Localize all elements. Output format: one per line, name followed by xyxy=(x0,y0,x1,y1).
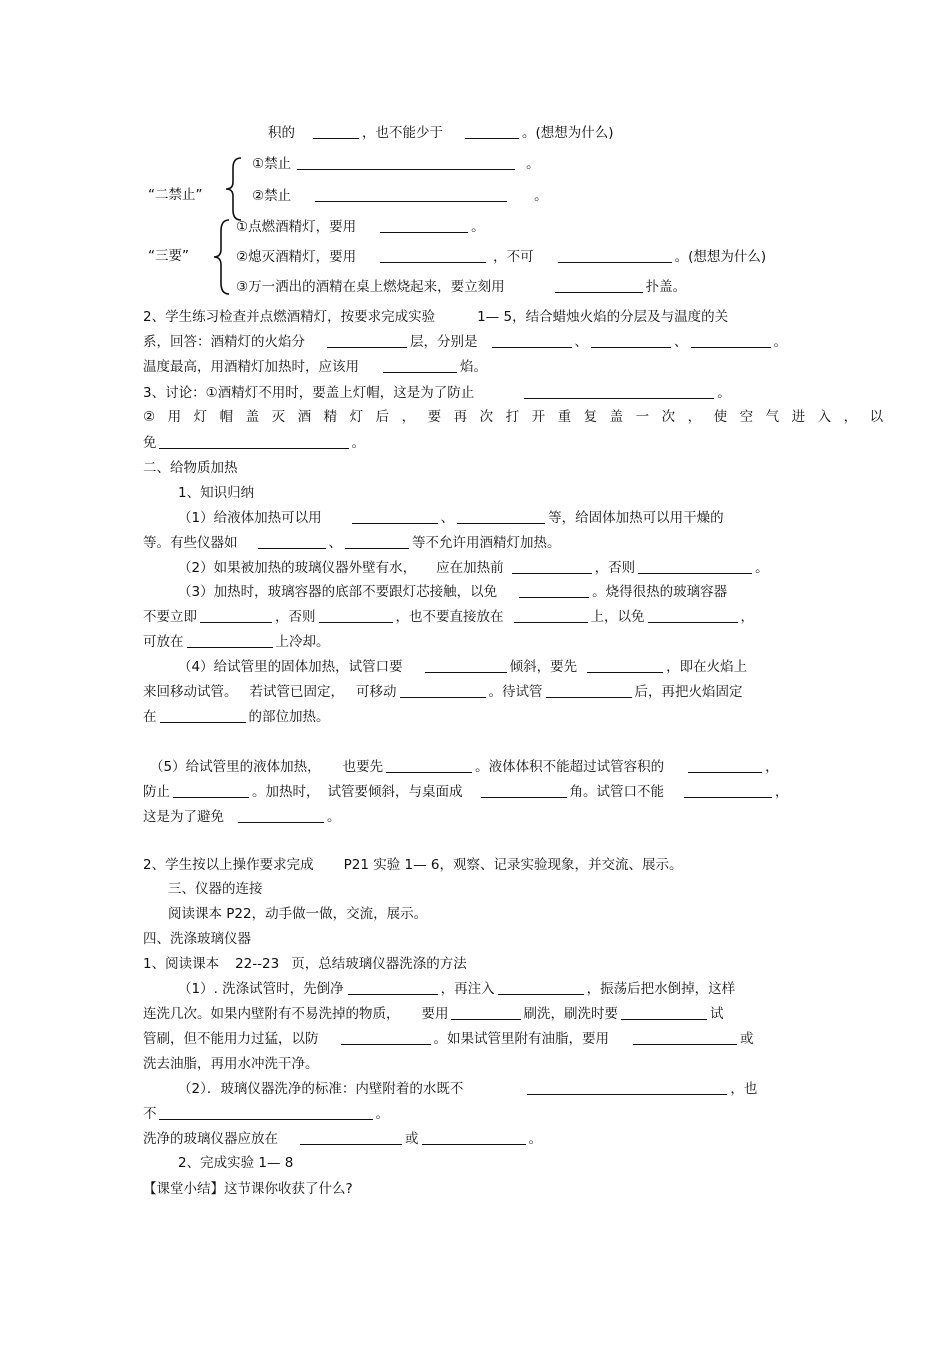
w1-line-4: 洗去油脂，再用水冲洗干净。 xyxy=(143,1056,319,1072)
text: 。 xyxy=(351,435,365,451)
blank[interactable] xyxy=(300,1130,402,1145)
text: ， xyxy=(740,609,754,625)
text: 上，以免 xyxy=(590,609,645,625)
blank[interactable] xyxy=(313,124,359,139)
blank[interactable] xyxy=(546,683,632,698)
blank[interactable] xyxy=(587,658,663,673)
text: 、 xyxy=(674,334,688,350)
blank[interactable] xyxy=(519,583,589,598)
blank[interactable] xyxy=(345,534,409,549)
blank[interactable] xyxy=(527,1080,727,1095)
blank[interactable] xyxy=(386,758,472,773)
connection-read: 阅读课本 P22，动手做一做，交流，展示。 xyxy=(168,906,428,922)
text: 温度最高，用酒精灯加热时，应该用 xyxy=(143,359,359,375)
three-musts-label: “三要” xyxy=(148,248,189,264)
text: 角。试管口不能 xyxy=(569,784,664,800)
k5-line-2 xyxy=(143,783,789,803)
blank[interactable] xyxy=(380,248,486,263)
text: 若试管已固定， xyxy=(249,684,344,700)
lesson-summary: 【课堂小结】这节课你收获了什么? xyxy=(143,1181,353,1197)
blank[interactable] xyxy=(159,434,349,449)
text: 后，再把火焰固定 xyxy=(634,684,743,700)
text: ，即在火焰上 xyxy=(666,659,748,675)
text: 、 xyxy=(440,510,455,526)
k2-line xyxy=(178,559,769,579)
blank[interactable] xyxy=(383,358,457,373)
must-3 xyxy=(236,278,686,298)
blank[interactable] xyxy=(512,559,592,574)
text: 洗净的玻璃仪器应放在 xyxy=(143,1131,278,1147)
text: （4）给试管里的固体加热，试管口要 xyxy=(178,659,403,675)
experiment-line xyxy=(143,856,682,876)
k4-line-3 xyxy=(143,708,330,728)
text: ，否则 xyxy=(275,609,316,625)
text: （2）如果被加热的玻璃仪器外壁有水， xyxy=(178,560,417,576)
blank[interactable] xyxy=(633,1030,737,1045)
text: ，再注入 xyxy=(440,981,495,997)
blank[interactable] xyxy=(481,783,567,798)
complete-experiment: 2、完成实验 1— 8 xyxy=(178,1155,294,1171)
text: 也要先 xyxy=(342,759,384,775)
must-1 xyxy=(236,218,485,238)
text: ②熄灭酒精灯，要用 xyxy=(236,249,357,265)
text: 不要立即 xyxy=(143,609,197,625)
text: 等不允许用酒精灯加热。 xyxy=(412,535,561,551)
blank[interactable] xyxy=(352,509,438,524)
text: 1、阅读课本 xyxy=(143,956,220,972)
text: 等。有些仪器如 xyxy=(143,535,238,551)
blank[interactable] xyxy=(173,783,249,798)
text: 这是为了避免 xyxy=(143,809,224,825)
blank[interactable] xyxy=(425,658,507,673)
brace-icon xyxy=(224,156,244,222)
text: （2）．玻璃仪器洗净的标准：内壁附着的水既不 xyxy=(178,1081,464,1097)
text: 刷洗，刷洗时要 xyxy=(523,1006,618,1022)
blank[interactable] xyxy=(498,980,584,995)
blank[interactable] xyxy=(160,708,246,723)
text: ，也不能少于 xyxy=(362,125,443,141)
text: 。 xyxy=(717,385,731,401)
text: 或 xyxy=(740,1031,754,1047)
text: 页，总结玻璃仪器洗涤的方法 xyxy=(291,956,467,972)
text: 。加热时， xyxy=(252,784,320,800)
blank[interactable] xyxy=(558,248,672,263)
k1-line-1 xyxy=(178,509,724,529)
blank[interactable] xyxy=(591,333,671,348)
text: 试 xyxy=(710,1006,724,1022)
text: 或 xyxy=(405,1131,419,1147)
text: 。液体体积不能超过试管容积的 xyxy=(475,759,665,775)
text: 积的 xyxy=(268,125,295,141)
text: 不 xyxy=(143,1106,157,1122)
text: 、 xyxy=(328,535,342,551)
text: 。如果试管里附有油脂，要用 xyxy=(433,1031,609,1047)
blank[interactable] xyxy=(315,187,507,202)
blank[interactable] xyxy=(524,384,714,399)
text: 。 xyxy=(773,334,787,350)
text: 可放在 xyxy=(143,634,184,650)
k3-line-2 xyxy=(143,608,754,628)
text: 2、学生练习检查并点燃酒精灯，按要求完成实验 xyxy=(143,309,436,325)
subsection-knowledge: 1、知识归纳 xyxy=(178,485,255,501)
k5-line-1 xyxy=(150,758,779,778)
text: 管刷，但不能用力过猛，以防 xyxy=(143,1031,319,1047)
blank[interactable] xyxy=(638,559,752,574)
blank[interactable] xyxy=(400,683,486,698)
text: ， xyxy=(775,784,789,800)
blank[interactable] xyxy=(258,534,326,549)
blank[interactable] xyxy=(380,218,468,233)
text: 要用 xyxy=(421,1006,449,1022)
text: P21 实验 1— 6，观察、记录实验现象，并交流、展示。 xyxy=(343,857,683,873)
brace-icon xyxy=(212,218,232,296)
text: 。待试管 xyxy=(488,684,543,700)
blank[interactable] xyxy=(688,758,762,773)
text: 。 xyxy=(528,1131,542,1147)
text: （5）给试管里的液体加热， xyxy=(150,759,321,775)
must-2 xyxy=(236,248,766,268)
text: 免 xyxy=(143,435,157,451)
text: ， xyxy=(765,759,779,775)
blank[interactable] xyxy=(319,608,393,623)
text: 在 xyxy=(143,709,157,725)
blank[interactable] xyxy=(492,333,572,348)
text: ①禁止 xyxy=(252,156,292,172)
text: ，振荡后把水倒掉，这样 xyxy=(586,981,736,997)
prohibition-2 xyxy=(252,187,548,207)
text: 。 xyxy=(534,188,548,204)
prohibition-1 xyxy=(252,155,540,175)
practice-line-1 xyxy=(143,308,728,328)
text: 层，分别是 xyxy=(410,334,478,350)
blank[interactable] xyxy=(457,509,545,524)
w1-line-1 xyxy=(178,980,735,1000)
discussion-line-2: ②用灯帽盖灭酒精灯后，要再次打开重复盖一次，使空气进入，以 xyxy=(143,409,896,425)
blank[interactable] xyxy=(621,1005,707,1020)
text: ，不可 xyxy=(493,249,534,265)
line-volume xyxy=(268,124,614,144)
discussion-line-3 xyxy=(143,434,365,454)
text: 上冷却。 xyxy=(275,634,330,650)
k3-line-1 xyxy=(178,583,727,603)
text: （1）. 洗涤试管时，先倒净 xyxy=(178,981,344,997)
text: 2、学生按以上操作要求完成 xyxy=(143,857,314,873)
text: 来回移动试管。 xyxy=(143,684,238,700)
text: 。 xyxy=(526,156,540,172)
text: 系，回答：酒精灯的火焰分 xyxy=(143,334,305,350)
blank[interactable] xyxy=(451,1005,521,1020)
k4-line-1 xyxy=(178,658,747,678)
w1-line-2 xyxy=(143,1005,724,1025)
text: 防止 xyxy=(143,784,170,800)
text: ③万一洒出的酒精在桌上燃烧起来，要立刻用 xyxy=(236,279,505,295)
text: 倾斜，要先 xyxy=(509,659,578,675)
text: （3）加热时，玻璃容器的底部不要跟灯芯接触，以免 xyxy=(178,584,498,600)
blank[interactable] xyxy=(514,608,588,623)
text: 应在加热前 xyxy=(436,560,504,576)
section-connection: 三、仪器的连接 xyxy=(168,881,263,897)
text: 。烧得很热的玻璃容器 xyxy=(592,584,728,600)
text: 连洗几次。如果内壁附有不易洗掉的物质， xyxy=(143,1006,400,1022)
w1-line-3 xyxy=(143,1030,754,1050)
text: 可移动 xyxy=(356,684,397,700)
blank[interactable] xyxy=(684,783,772,798)
blank[interactable] xyxy=(555,278,643,293)
text: 。(想想为什么) xyxy=(522,125,614,141)
text: 1— 5，结合蜡烛火焰的分层及与温度的关 xyxy=(477,309,729,325)
practice-line-2 xyxy=(143,333,787,353)
text: ①点燃酒精灯，要用 xyxy=(236,219,357,235)
text: 。 xyxy=(375,1106,389,1122)
text: 3、讨论：①酒精灯不用时，要盖上灯帽，这是为了防止 xyxy=(143,385,475,401)
blank[interactable] xyxy=(327,333,407,348)
blank[interactable] xyxy=(691,333,771,348)
k3-line-3 xyxy=(143,633,330,653)
text: 试管要倾斜，与桌面成 xyxy=(327,784,463,800)
blank[interactable] xyxy=(465,124,519,139)
text: 、 xyxy=(574,334,588,350)
text: ，也 xyxy=(730,1081,758,1097)
blank[interactable] xyxy=(200,608,272,623)
blank[interactable] xyxy=(297,155,515,170)
k5-line-3 xyxy=(143,808,341,828)
w3-line xyxy=(143,1130,542,1150)
text: 。 xyxy=(471,219,485,235)
text: ，否则 xyxy=(594,560,636,576)
k4-line-2 xyxy=(143,683,743,703)
k1-line-2 xyxy=(143,534,561,554)
blank[interactable] xyxy=(238,808,324,823)
practice-line-3 xyxy=(143,358,487,378)
text: 的部位加热。 xyxy=(248,709,330,725)
text: 。 xyxy=(327,809,341,825)
washing-read xyxy=(143,955,467,975)
text: 扑盖。 xyxy=(645,279,687,295)
text: 22--23 xyxy=(235,956,280,972)
blank[interactable] xyxy=(348,980,438,995)
blank[interactable] xyxy=(422,1130,526,1145)
text: （1）给液体加热可以用 xyxy=(178,510,322,526)
blank[interactable] xyxy=(187,633,273,648)
text: 等，给固体加热可以用干燥的 xyxy=(548,510,724,526)
section-washing: 四、洗涤玻璃仪器 xyxy=(143,931,251,947)
section-heating: 二、给物质加热 xyxy=(143,460,238,476)
text: 。(想想为什么) xyxy=(674,249,767,265)
w2-line-1 xyxy=(178,1080,757,1100)
blank[interactable] xyxy=(648,608,738,623)
blank[interactable] xyxy=(341,1030,431,1045)
text: ②禁止 xyxy=(252,188,292,204)
text: 焰。 xyxy=(460,359,487,375)
discussion-line-1 xyxy=(143,384,731,404)
text: ，也不要直接放在 xyxy=(395,609,504,625)
two-prohibitions-label: “二禁止” xyxy=(148,187,203,203)
w2-line-2 xyxy=(143,1105,389,1125)
blank[interactable] xyxy=(159,1105,373,1120)
text: 。 xyxy=(755,560,769,576)
